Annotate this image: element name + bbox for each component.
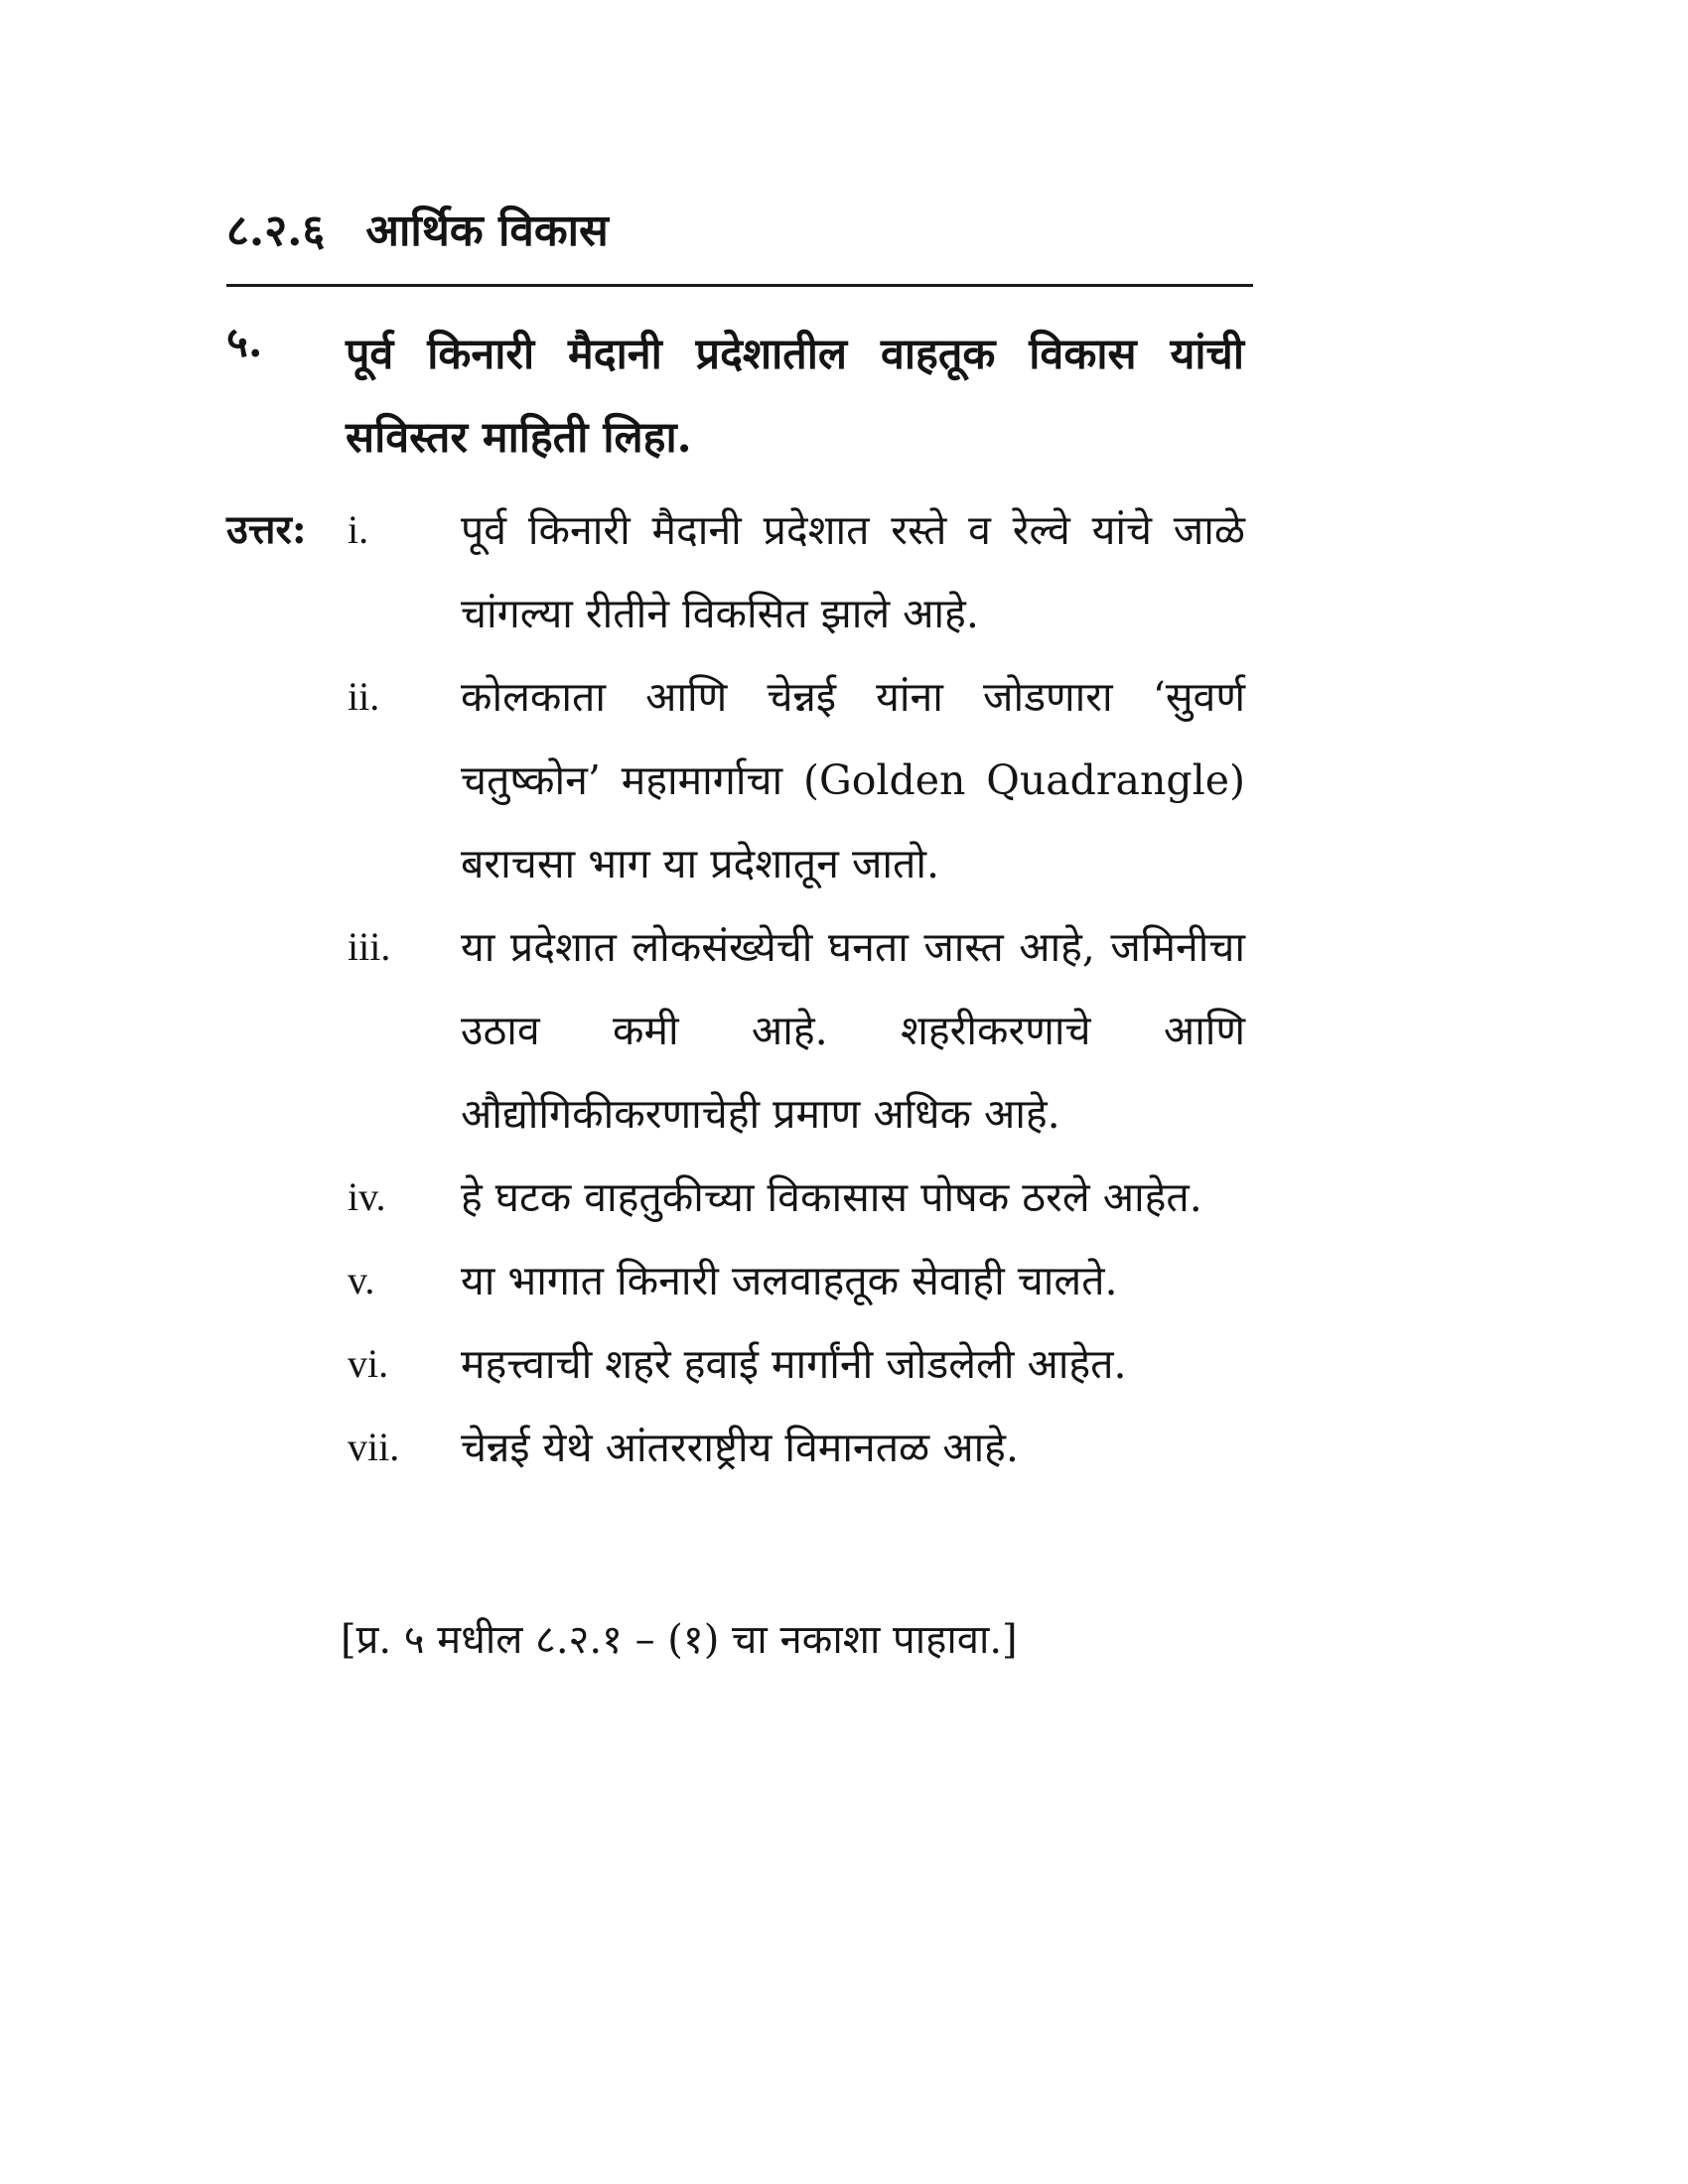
answer-item-vi <box>226 1322 1259 1406</box>
answer-item-v <box>226 1239 1259 1322</box>
section-heading <box>226 199 1259 284</box>
answer-item-vii <box>226 1406 1259 1489</box>
section-title: आर्थिक विकास <box>365 205 609 256</box>
answer-item-text: महत्त्वाची शहरे हवाई मार्गांनी जोडलेली आहेत. <box>461 1340 1127 1388</box>
answer-item-numeral: iv. <box>348 1174 386 1219</box>
answer-item-numeral: i. <box>348 507 369 552</box>
section-divider <box>226 284 1253 287</box>
answer-item-numeral: vi. <box>348 1341 389 1386</box>
section-number: ८.२.६ <box>226 205 326 256</box>
answer-item-ii <box>226 655 1259 905</box>
answer-item-text: चेन्नई येथे आंतरराष्ट्रीय विमानतळ आहे. <box>461 1424 1019 1471</box>
answer-item-text: या प्रदेशात लोकसंख्येची घनता जास्त आहे, जमिनीचा उठाव कमी आहे. शहरीकरणाचे आणि औद्योगिकीकरणाचेही प्रमाण अधिक आहे. <box>461 923 1245 1138</box>
answer-item-i <box>226 488 1259 655</box>
answer-label: उत्तर: <box>226 506 307 553</box>
answer-item-numeral: ii. <box>348 674 380 719</box>
answer-item-numeral: vii. <box>348 1425 400 1469</box>
answer-item-text: पूर्व किनारी मैदानी प्रदेशात रस्ते व रेल्वे यांचे जाळे चांगल्या रीतीने विकसित झाले आहे. <box>461 506 1245 637</box>
answer-item-text: कोलकाता आणि चेन्नई यांना जोडणारा ‘सुवर्ण चतुष्कोन’ महामार्गाचा (Golden Quadrangle) बराचसा भाग या प्रदेशातून जातो. <box>461 673 1245 887</box>
question-text: पूर्व किनारी मैदानी प्रदेशातील वाहतूक विकास यांची सविस्तर माहिती लिहा. <box>346 330 1244 463</box>
answer-item-text: हे घटक वाहतुकीच्या विकासास पोषक ठरले आहेत. <box>461 1173 1202 1221</box>
answer-item-iii <box>226 905 1259 1156</box>
answer-list <box>226 488 1259 1489</box>
answer-item-iv <box>226 1156 1259 1239</box>
answer-item-numeral: v. <box>348 1258 375 1302</box>
answer-item-text: या भागात किनारी जलवाहतूक सेवाही चालते. <box>461 1257 1118 1304</box>
answer-item-numeral: iii. <box>348 924 391 969</box>
map-reference-note: [प्र. ५ मधील ८.२.१ – (१) चा नकाशा पाहावा.] <box>341 1617 1018 1663</box>
question-number: ५. <box>226 318 263 366</box>
